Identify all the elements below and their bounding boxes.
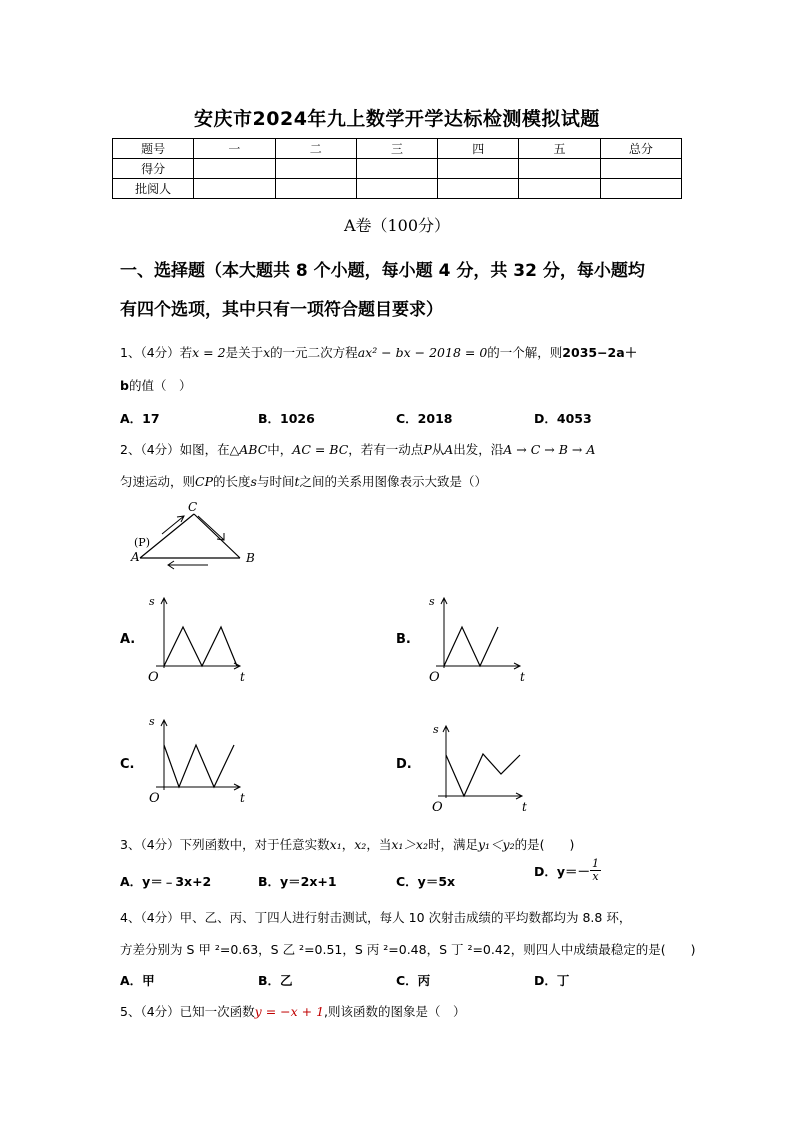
score-table-header-row xyxy=(113,139,682,159)
q2-option-a-graph[interactable] xyxy=(144,590,260,688)
axis-label-t: t xyxy=(520,670,525,684)
axis-label-o: O xyxy=(432,800,443,815)
score-cell[interactable] xyxy=(519,159,600,179)
score-cell[interactable] xyxy=(438,179,519,199)
score-cell[interactable] xyxy=(194,179,275,199)
question-4-line2: 方差分别为 S 甲 ²=0.63，S 乙 ²=0.51，S 丙 ²=0.48，S 丁 ²=0.42，则四人中成绩最稳定的是( ) xyxy=(120,942,696,957)
score-cell[interactable] xyxy=(600,179,681,199)
q3-option-b[interactable]: B．y＝2x+1 xyxy=(258,874,337,889)
score-cell: 四 xyxy=(438,139,519,159)
vertex-label-b: B xyxy=(246,551,255,565)
question-4-line1: 4、（4分）甲、乙、丙、丁四人进行射击测试，每人 10 次射击成绩的平均数都均为 8.8 环， xyxy=(120,910,632,925)
axis-label-t: t xyxy=(240,791,245,805)
question-5: 5、（4分）已知一次函数y = −x + 1,则该函数的图象是（ ） xyxy=(120,1004,466,1019)
score-cell: 得分 xyxy=(113,159,194,179)
question-3: 3、（4分）下列函数中，对于任意实数x₁，x₂，当x₁＞x₂时，满足y₁＜y₂的是( ) xyxy=(120,837,575,852)
vertex-label-a: A xyxy=(131,550,140,564)
q4-option-b[interactable]: B．乙 xyxy=(258,973,293,988)
score-cell[interactable] xyxy=(600,159,681,179)
score-cell: 批阅人 xyxy=(113,179,194,199)
q2-option-b-graph[interactable] xyxy=(420,590,536,688)
score-table xyxy=(112,138,682,199)
axis-label-s: s xyxy=(149,715,155,728)
fraction: $\frac{1}{x}$ xyxy=(592,857,600,883)
q1-option-c[interactable]: C．2018 xyxy=(396,411,453,426)
q2-option-c-label[interactable]: C. xyxy=(120,757,135,772)
axis-label-s: s xyxy=(429,595,435,608)
q1-option-d[interactable]: D．4053 xyxy=(534,411,592,426)
q1-option-b[interactable]: B．1026 xyxy=(258,411,315,426)
axis-label-o: O xyxy=(148,670,159,685)
score-cell[interactable] xyxy=(438,159,519,179)
q4-option-a[interactable]: A．甲 xyxy=(120,973,155,988)
score-cell[interactable] xyxy=(275,179,356,199)
section-heading-line2: 有四个选项，其中只有一项符合题目要求） xyxy=(120,300,443,320)
score-cell[interactable] xyxy=(519,179,600,199)
axis-label-t: t xyxy=(240,670,245,684)
axis-label-s: s xyxy=(433,723,439,736)
section-heading-line1: 一、选择题（本大题共 8 个小题，每小题 4 分，共 32 分，每小题均 xyxy=(120,261,645,281)
volume-heading: A卷（100分） xyxy=(343,216,451,235)
question-2-line2: 匀速运动，则CP的长度s与时间t之间的关系用图像表示大致是（） xyxy=(120,474,487,489)
q1-option-a[interactable]: A．17 xyxy=(120,411,160,426)
page-title: 安庆市2024年九上数学开学达标检测模拟试题 xyxy=(194,108,600,130)
score-cell: 五 xyxy=(519,139,600,159)
q2-option-c-graph[interactable] xyxy=(144,712,260,810)
score-cell: 一 xyxy=(194,139,275,159)
score-table-row xyxy=(113,159,682,179)
score-cell: 二 xyxy=(275,139,356,159)
triangle-figure xyxy=(128,498,263,573)
q4-option-c[interactable]: C．丙 xyxy=(396,973,431,988)
q3-option-d[interactable]: D．y＝－ $\frac{1}{x}$ xyxy=(534,857,600,883)
score-cell[interactable] xyxy=(356,159,437,179)
q2-option-d-label[interactable]: D. xyxy=(396,757,412,772)
q4-option-d[interactable]: D．丁 xyxy=(534,973,570,988)
score-cell: 三 xyxy=(356,139,437,159)
score-cell[interactable] xyxy=(194,159,275,179)
axis-label-o: O xyxy=(149,791,160,806)
axis-label-s: s xyxy=(149,595,155,608)
axis-label-o: O xyxy=(429,670,440,685)
score-table-row xyxy=(113,179,682,199)
axis-label-t: t xyxy=(522,800,527,814)
score-cell: 题号 xyxy=(113,139,194,159)
question-1-line1: 1、（4分）若x = 2是关于x的一元二次方程ax² − bx − 2018 = 0的一个解，则2035−2a＋ xyxy=(120,345,638,360)
question-2-line1: 2、（4分）如图，在△ABC中，AC = BC，若有一动点P从A出发，沿A → C → B → A xyxy=(120,442,596,457)
score-cell: 总分 xyxy=(600,139,681,159)
question-1-line2: b的值（ ） xyxy=(120,378,192,393)
score-cell[interactable] xyxy=(356,179,437,199)
q2-option-a-label[interactable]: A. xyxy=(120,632,136,647)
q2-option-b-label[interactable]: B. xyxy=(396,632,411,647)
score-cell[interactable] xyxy=(275,159,356,179)
q3-option-a[interactable]: A．y＝﹣3x+2 xyxy=(120,874,212,889)
point-label-p: (P) xyxy=(134,536,150,549)
q2-option-d-graph[interactable] xyxy=(420,718,536,816)
vertex-label-c: C xyxy=(188,500,198,514)
q3-option-c[interactable]: C．y＝5x xyxy=(396,874,456,889)
